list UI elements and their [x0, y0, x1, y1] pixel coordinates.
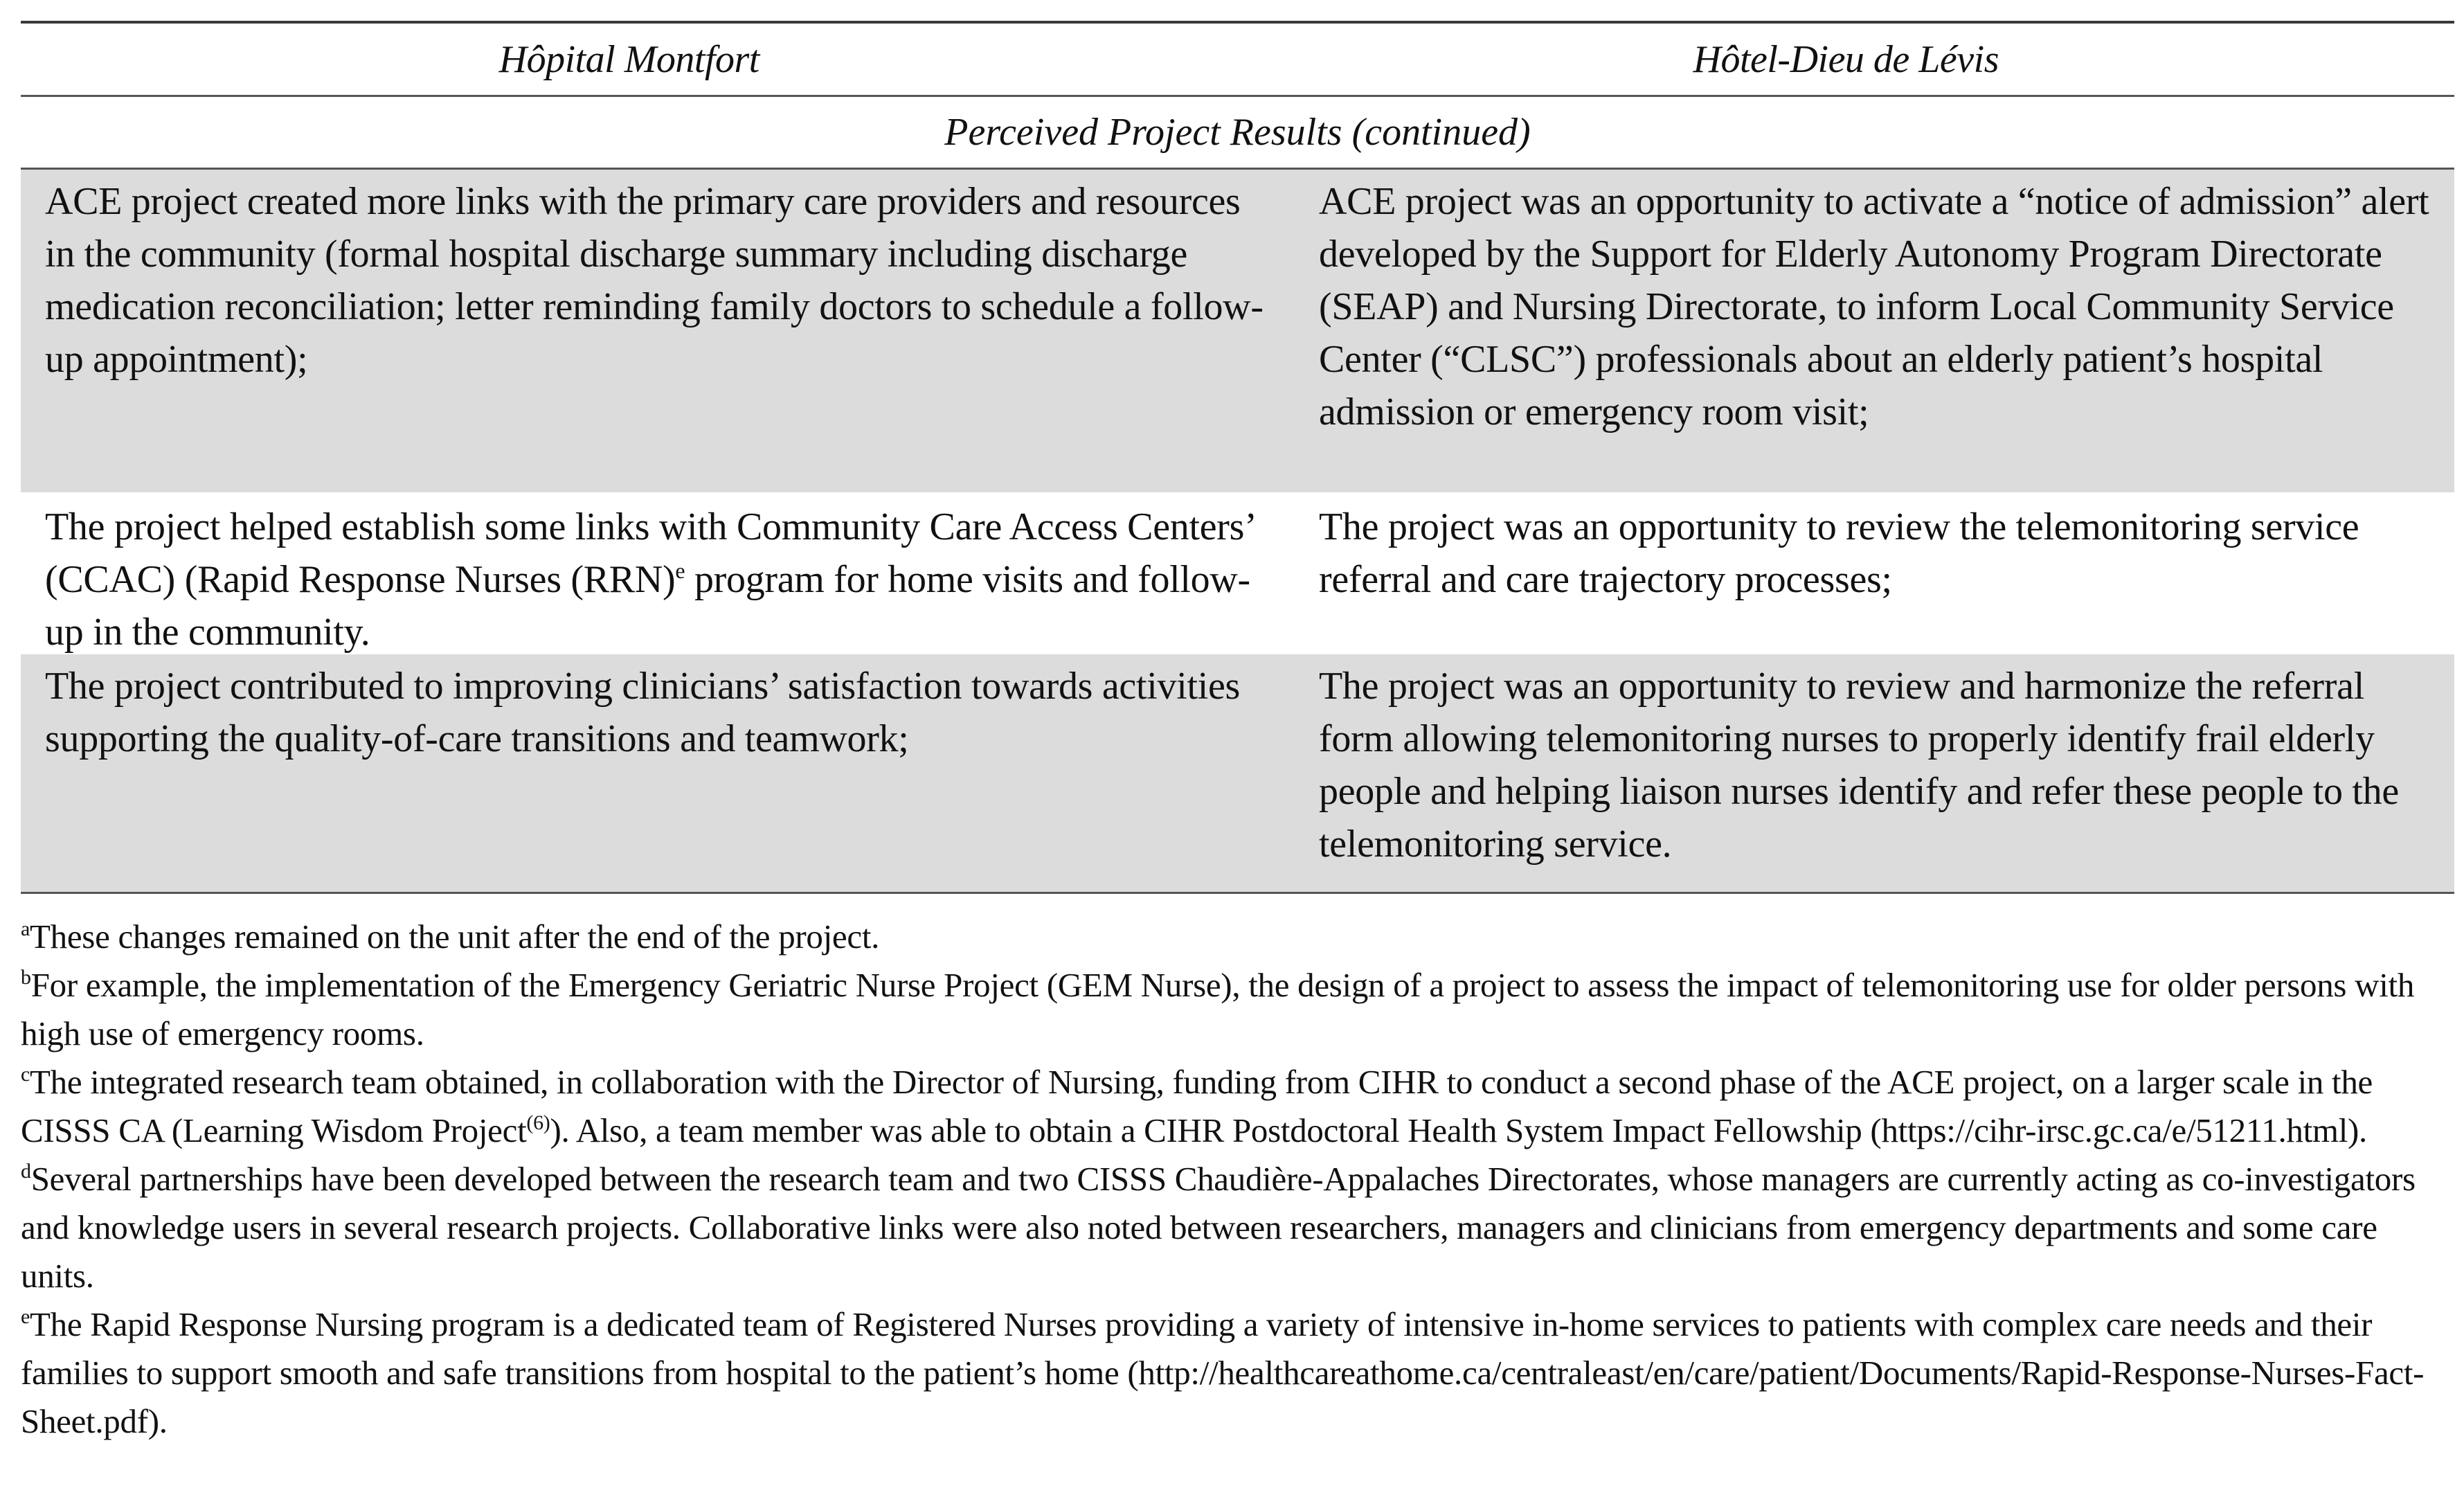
footnote-d [21, 1155, 2458, 1300]
footnote-mark: b [21, 966, 31, 989]
table-row [21, 495, 2454, 654]
column-header-levis: Hôtel-Dieu de Lévis [1693, 37, 1999, 81]
footnote-text: The integrated research team obtained, in collaboration with the Director of Nursing, funding from CIHR to conduct a second phase of the ACE project, on a larger scale in the CISSS CA (Learning Wisdom Project [21, 1063, 2373, 1149]
cell-montfort [21, 495, 1315, 652]
table-row [21, 170, 2454, 495]
footnote-text: ). Also, a team member was able to obtain a CIHR Postdoctoral Health System Impact Fellowship (https://cihr-irsc.gc.ca/e/51211.html). [550, 1111, 2368, 1149]
cell-text: The project helped establish some links with Community Care Access Centers’ (CCAC) (Rapid Response Nurses (RRN) [45, 505, 1255, 601]
cell-text: program for home visits and follow-up in the community. [45, 558, 1250, 654]
footnote-mark: a [21, 917, 30, 940]
cell-levis: ACE project was an opportunity to activate a “notice of admission” alert developed by the Support for Elderly Autonomy Program Directorate (SEAP) and Nursing Directorate, to inform Local Community Service Center (“CLSC”) professionals about an elderly patient’s hospital admission or emergency room visit; [1319, 180, 2429, 433]
table-bottom-rule [21, 892, 2454, 894]
footnote-mark: c [21, 1063, 30, 1086]
footnote-text: Several partnerships have been developed between the research team and two CISSS Chaudière-Appalaches Directorates, whose managers are currently acting as co-investigators and knowledge users in several research projects. Collaborative links were also noted between researchers, managers and clinicians from emergency departments and some care units. [21, 1160, 2416, 1295]
cell-montfort: ACE project created more links with the primary care providers and resources in the community (formal hospital discharge summary including discharge medication reconciliation; letter reminding family doctors to schedule a follow-up appointment); [45, 180, 1264, 381]
column-header-montfort: Hôpital Montfort [498, 37, 759, 81]
footnote-mark: e [21, 1305, 30, 1328]
footnote-e [21, 1300, 2458, 1446]
table-header-row [21, 24, 2454, 95]
cell-montfort: The project contributed to improving clinicians’ satisfaction towards activities supporting the quality-of-care transitions and teamwork; [45, 665, 1241, 760]
results-table [21, 21, 2454, 894]
footnote-text: These changes remained on the unit after the end of the project. [30, 917, 880, 956]
footnote-marker-e: e [675, 558, 685, 583]
footnote-mark: d [21, 1160, 31, 1183]
cell-levis: The project was an opportunity to review and harmonize the referral form allowing telemonitoring nurses to properly identify frail elderly people and helping liaison nurses identify and refer these people to the telemonitoring service. [1319, 665, 2399, 866]
footnote-text: The Rapid Response Nursing program is a dedicated team of Registered Nurses providing a variety of intensive in-home services to patients with complex care needs and their families to support smooth and safe transitions from hospital to the patient’s home (http://healthcareathome.ca/centraleast/en/care/patient/Documents/Rapid-Response-Nurses-Fact-Sheet.pdf). [21, 1305, 2425, 1440]
cell-levis: The project was an opportunity to review the telemonitoring service referral and care trajectory processes; [1319, 505, 2359, 601]
footnote-c [21, 1058, 2458, 1155]
table-row [21, 654, 2454, 892]
table-footnotes [21, 913, 2458, 1446]
footnote-b [21, 961, 2458, 1058]
footnote-a [21, 913, 2458, 961]
footnote-text: For example, the implementation of the Emergency Geriatric Nurse Project (GEM Nurse), the design of a project to assess the impact of telemonitoring use for older persons with high use of emergency rooms. [21, 966, 2415, 1052]
section-header: Perceived Project Results (continued) [944, 111, 1531, 154]
reference-marker: (6) [526, 1111, 550, 1134]
